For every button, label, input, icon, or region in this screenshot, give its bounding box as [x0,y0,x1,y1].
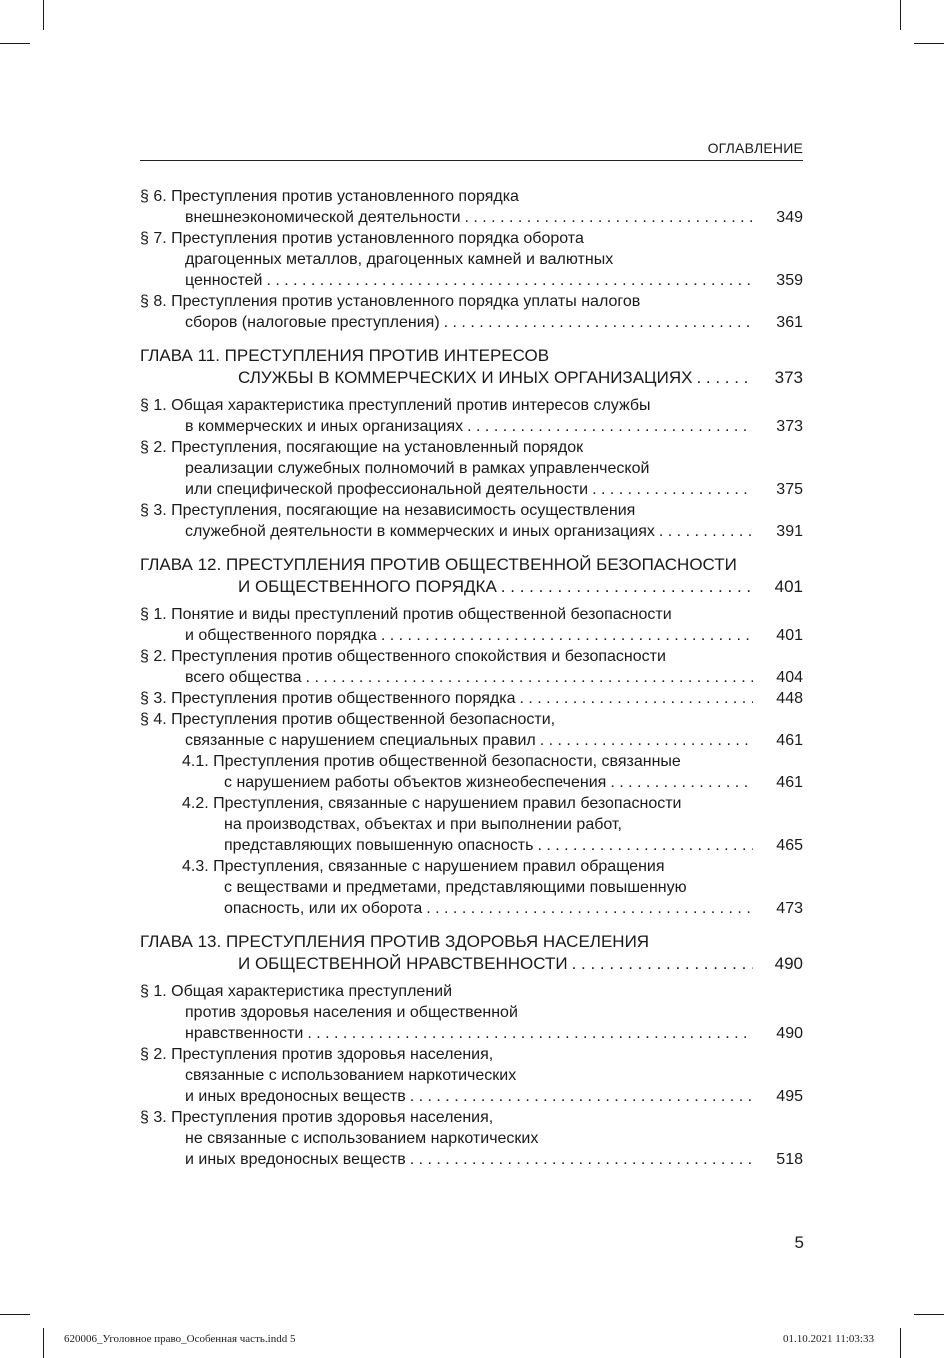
toc-chapter[interactable] [140,345,803,389]
toc-page-number: 473 [776,900,803,917]
toc-line: на производствах, объектах и при выполнении работ, [224,816,622,833]
toc-line: внешнеэкономической деятельности [185,209,461,226]
toc-leader-line [140,1086,803,1107]
toc-line: § 1. Общая характеристика преступлений против интересов службы [140,397,651,414]
toc-line: и иных вредоносных веществ [185,1088,406,1105]
dot-leader [536,730,753,751]
toc-line: 4.3. Преступления, связанные с нарушением правил обращения [182,858,665,875]
table-of-contents [140,186,803,1170]
toc-line: § 1. Понятие и виды преступлений против общественной безопасности [140,606,672,623]
toc-page-number: 359 [776,272,803,289]
toc-line: не связанные с использованием наркотических [185,1130,539,1147]
toc-leader-line [140,772,803,793]
toc-leader-line [140,835,803,856]
toc-line: связанные с использованием наркотических [185,1067,517,1084]
toc-line: ГЛАВА 13. ПРЕСТУПЛЕНИЯ ПРОТИВ ЗДОРОВЬЯ НАСЕЛЕНИЯ [140,932,650,951]
toc-page-number: 461 [776,774,803,791]
dot-leader [533,835,753,856]
toc-line: служебной деятельности в коммерческих и иных организациях [185,523,655,540]
toc-line: связанные с нарушением специальных правил [185,732,536,749]
toc-line: § 1. Общая характеристика преступлений [140,983,453,1000]
toc-line: опасность, или их оборота [224,900,423,917]
toc-section[interactable] [140,646,803,688]
dot-leader [440,312,753,333]
running-head: ОГЛАВЛЕНИЕ [707,140,803,156]
toc-page-number: 361 [776,314,803,331]
toc-page-number: 401 [774,577,803,596]
dot-leader [463,416,753,437]
crop-mark-top-left-vertical [43,0,44,30]
toc-page-number: 391 [776,523,803,540]
toc-line: § 7. Преступления против установленного порядка оборота [140,230,584,247]
toc-line: § 3. Преступления против здоровья населения, [140,1109,494,1126]
toc-leader-line [140,625,803,646]
header-rule [140,160,803,161]
slug-datetime: 01.10.2021 11:03:33 [783,1333,874,1345]
dot-leader [422,898,753,919]
dot-leader [262,270,753,291]
dot-leader [588,479,753,500]
toc-page-number: 373 [776,418,803,435]
toc-leader-line [140,730,803,751]
toc-section[interactable] [140,395,803,437]
dot-leader [461,207,754,228]
toc-section[interactable] [140,709,803,751]
toc-page-number: 373 [774,368,803,387]
toc-leader-line [140,1023,803,1044]
dot-leader [515,688,753,709]
toc-line: § 2. Преступления против общественного спокойствия и безопасности [140,648,666,665]
toc-section[interactable] [140,500,803,542]
toc-leader-line [140,207,803,228]
dot-leader [303,1023,753,1044]
toc-line: § 3. Преступления против общественного порядка [140,690,516,707]
toc-leader-line [140,521,803,542]
toc-line: ГЛАВА 11. ПРЕСТУПЛЕНИЯ ПРОТИВ ИНТЕРЕСОВ [140,346,550,365]
toc-section[interactable] [140,437,803,500]
toc-section[interactable] [140,228,803,291]
toc-line: в коммерческих и иных организациях [185,418,464,435]
toc-section[interactable] [140,981,803,1044]
slug-file-name: 620006_Уголовное право_Особенная часть.indd 5 [64,1333,296,1345]
toc-leader-line [140,367,803,389]
toc-line: 4.2. Преступления, связанные с нарушением правил безопасности [182,795,682,812]
toc-line: И ОБЩЕСТВЕННОГО ПОРЯДКА [238,577,497,596]
toc-page-number: 448 [776,690,803,707]
toc-page-number: 518 [776,1151,803,1168]
crop-mark-bottom-left-vertical [43,1328,44,1358]
toc-line: против здоровья населения и общественной [185,1004,518,1021]
toc-line: с нарушением работы объектов жизнеобеспечения [224,774,607,791]
toc-page-number: 404 [776,669,803,686]
toc-chapter[interactable] [140,554,803,598]
toc-leader-line [140,416,803,437]
toc-page-number: 349 [776,209,803,226]
dot-leader [377,625,753,646]
toc-line: § 2. Преступления против здоровья населения, [140,1046,494,1063]
toc-section[interactable] [140,1107,803,1170]
toc-line: 4.1. Преступления против общественной безопасности, связанные [182,753,681,770]
toc-leader-line [140,1149,803,1170]
toc-page-number: 465 [776,837,803,854]
toc-leader-line [140,270,803,291]
toc-line: § 8. Преступления против установленного порядка уплаты налогов [140,293,641,310]
toc-page-number: 490 [776,1025,803,1042]
toc-leader-line [140,576,803,598]
toc-section[interactable] [140,604,803,646]
toc-line: драгоценных металлов, драгоценных камней и валютных [185,251,614,268]
page-number: 5 [794,1233,804,1252]
crop-mark-bottom-right-horizontal [914,1314,944,1315]
toc-line: нравственности [185,1025,304,1042]
dot-leader [497,576,753,598]
toc-page-number: 375 [776,481,803,498]
toc-line: И ОБЩЕСТВЕННОЙ НРАВСТВЕННОСТИ [238,954,568,973]
toc-line: СЛУЖБЫ В КОММЕРЧЕСКИХ И ИНЫХ ОРГАНИЗАЦИЯХ [238,368,693,387]
toc-line: ГЛАВА 12. ПРЕСТУПЛЕНИЯ ПРОТИВ ОБЩЕСТВЕННОЙ БЕЗОПАСНОСТИ [140,555,737,574]
toc-line: и общественного порядка [185,627,377,644]
toc-leader-line [140,312,803,333]
toc-line: ценностей [185,272,263,289]
toc-line: § 4. Преступления против общественной безопасности, [140,711,556,728]
toc-line: с веществами и предметами, представляющими повышенную [224,879,687,896]
crop-mark-bottom-right-vertical [900,1328,901,1358]
toc-leader-line [140,479,803,500]
dot-leader [302,667,753,688]
crop-mark-top-right-vertical [900,0,901,30]
toc-chapter[interactable] [140,931,803,975]
toc-subsection[interactable] [140,856,803,919]
toc-line: реализации служебных полномочий в рамках управленческой [185,460,650,477]
dot-leader [568,953,753,975]
toc-section[interactable] [140,688,803,709]
crop-mark-bottom-left-horizontal [0,1314,30,1315]
toc-page-number: 461 [776,732,803,749]
dot-leader [406,1086,753,1107]
toc-page-number: 495 [776,1088,803,1105]
toc-leader-line [140,898,803,919]
toc-leader-line [140,953,803,975]
toc-line: § 3. Преступления, посягающие на независимость осуществления [140,502,636,519]
toc-line: или специфической профессиональной деятельности [185,481,589,498]
crop-mark-top-left-horizontal [0,43,30,44]
toc-line: § 2. Преступления, посягающие на установленный порядок [140,439,584,456]
toc-page-number: 401 [776,627,803,644]
toc-line: представляющих повышенную опасность [224,837,534,854]
toc-line: и иных вредоносных веществ [185,1151,406,1168]
toc-leader-line [140,667,803,688]
dot-leader [406,1149,753,1170]
toc-line: § 6. Преступления против установленного порядка [140,188,519,205]
dot-leader [606,772,753,793]
toc-section[interactable] [140,1044,803,1107]
toc-page-number: 490 [774,954,803,973]
toc-section[interactable] [140,291,803,333]
crop-mark-top-right-horizontal [914,43,944,44]
toc-section[interactable] [140,186,803,228]
toc-subsection[interactable] [140,793,803,856]
dot-leader [655,521,753,542]
toc-line: сборов (налоговые преступления) [185,314,440,331]
toc-subsection[interactable] [140,751,803,793]
toc-leader-line [140,688,803,709]
toc-line: всего общества [185,669,302,686]
dot-leader [692,367,753,389]
